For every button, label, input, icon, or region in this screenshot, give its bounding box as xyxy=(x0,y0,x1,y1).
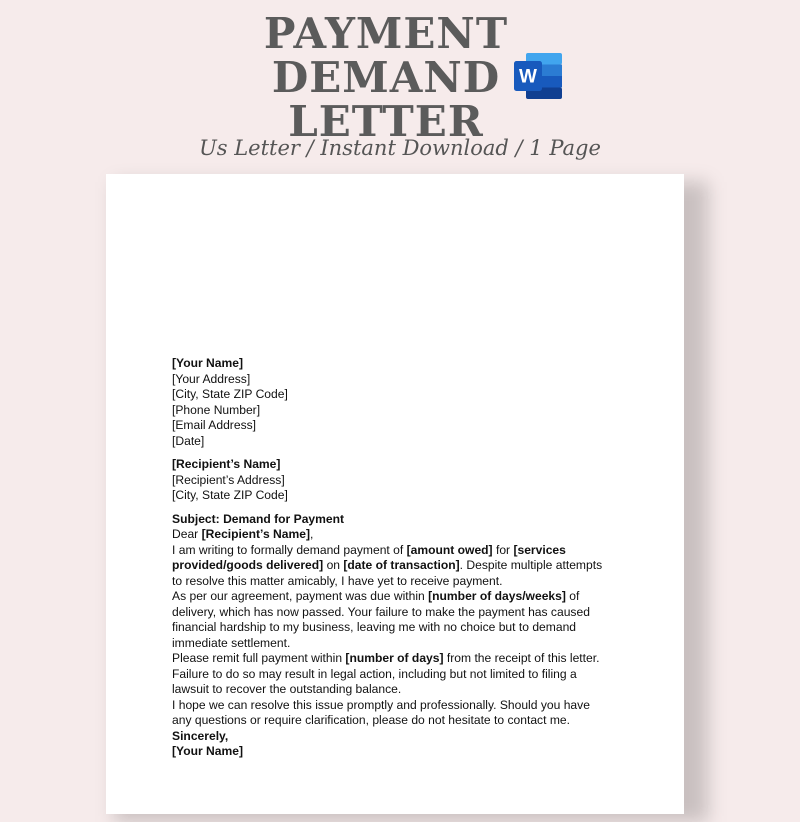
recipient-address: [Recipient’s Address] xyxy=(172,472,285,487)
word-icon xyxy=(513,52,563,100)
paragraph-1: I am writing to formally demand payment of [amount owed] for [services provided/goods delivered] on [date of transaction]. Despite multiple attempts to resolve this matter amicably, I have yet to receive payment. xyxy=(172,542,603,588)
sender-block xyxy=(172,356,612,449)
word-icon-letter: W xyxy=(519,66,537,88)
recipient-block xyxy=(172,457,612,504)
paragraph-2: As per our agreement, payment was due within [number of days/weeks] of delivery, which has now passed. Your failure to make the payment has caused financial hardship to my business, leaving me with no choice but to demand immediate settlement. xyxy=(172,589,590,650)
subject-line: Subject: Demand for Payment xyxy=(172,511,345,526)
salutation: Dear [Recipient’s Name], xyxy=(172,527,314,541)
title-line-2: DEMAND xyxy=(271,53,501,102)
paragraph-3: Please remit full payment within [number of days] from the receipt of this letter. Failure to do so may result in legal action, including but not limited to filing a lawsuit to recover the outstanding balance. xyxy=(172,651,600,696)
sender-email: [Email Address] xyxy=(172,418,257,432)
recipient-name: [Recipient’s Name] xyxy=(172,457,281,471)
letter-page xyxy=(106,174,684,814)
subtitle: Us Letter / Instant Download / 1 Page xyxy=(199,136,601,160)
title-line-1: PAYMENT xyxy=(263,9,509,58)
page-title xyxy=(0,9,772,146)
signature-name: [Your Name] xyxy=(172,744,244,758)
sender-city: [City, State ZIP Code] xyxy=(172,387,288,401)
letter-body xyxy=(172,356,612,760)
recipient-city: [City, State ZIP Code] xyxy=(172,488,288,502)
sender-name: [Your Name] xyxy=(172,356,244,370)
sender-phone: [Phone Number] xyxy=(172,402,261,417)
sender-address: [Your Address] xyxy=(172,371,251,386)
title-line-3: LETTER xyxy=(288,97,484,146)
closing: Sincerely, xyxy=(172,728,229,743)
sender-date: [Date] xyxy=(172,433,205,448)
paragraph-4: I hope we can resolve this issue promptly and professionally. Should you have any questions or require clarification, please do not hesitate to contact me. xyxy=(172,697,590,727)
